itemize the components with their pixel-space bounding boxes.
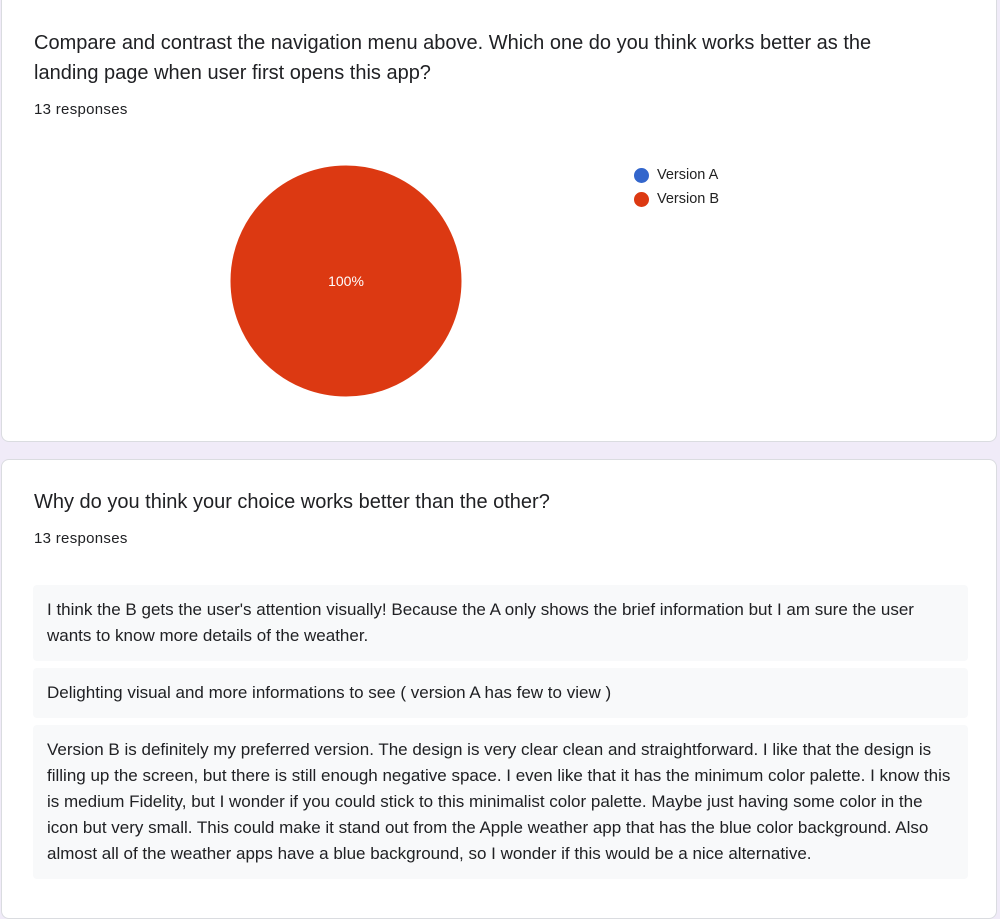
pie-slice-label: 100% (328, 273, 364, 289)
response-list (33, 585, 968, 886)
response-item: I think the B gets the user's attention visually! Because the A only shows the brief information but I am sure the user wants to know more details of the weather. (33, 585, 968, 661)
legend-item-version-b[interactable] (634, 187, 719, 211)
question-card-text-responses (1, 459, 997, 919)
question-title: Why do you think your choice works better than the other? (34, 491, 550, 513)
response-count: 13 responses (34, 530, 128, 547)
legend-label: Version A (657, 167, 719, 183)
chart-legend (634, 163, 719, 211)
pie-chart (2, 0, 998, 440)
response-count: 13 responses (34, 101, 128, 118)
legend-label: Version B (657, 191, 720, 207)
response-item: Version B is definitely my preferred version. The design is very clear clean and straightforward. I like that the design is filling up the screen, but there is still enough negative space. I even like that it has the minimum color palette. I know this is medium Fidelity, but I wonder if you could stick to this minimalist color palette. Maybe just having some color in the icon but very small. This could make it stand out from the Apple weather app that has the blue color background. Also almost all of the weather apps have a blue background, so I wonder if this would be a nice alternative. (33, 725, 968, 879)
response-item: Delighting visual and more informations to see ( version A has few to view ) (33, 668, 968, 718)
question-card-chart (1, 0, 997, 442)
legend-color-swatch (634, 192, 649, 207)
legend-color-swatch (634, 168, 649, 183)
question-title: Compare and contrast the navigation menu above. Which one do you think works better as the landing page when user first opens this app? (34, 32, 872, 84)
legend-item-version-a[interactable] (634, 163, 719, 187)
